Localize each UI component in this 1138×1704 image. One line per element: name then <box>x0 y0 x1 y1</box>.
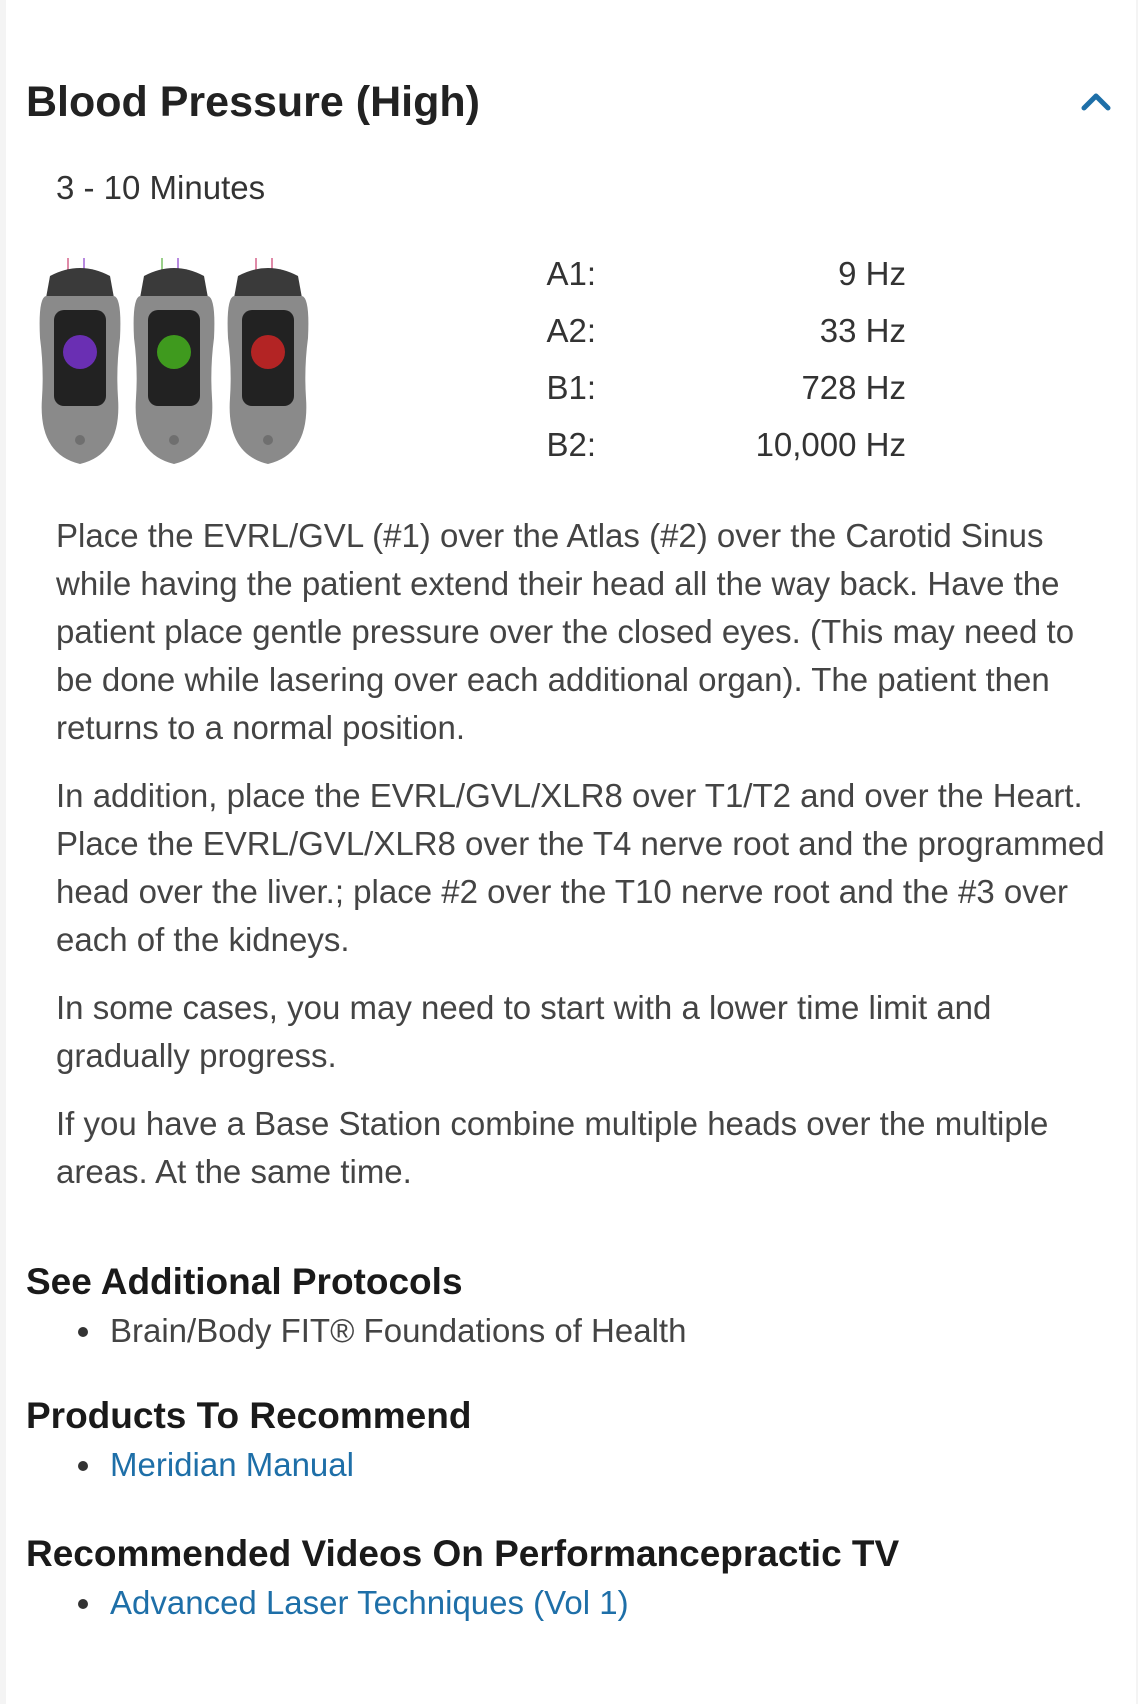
additional-protocols-heading: See Additional Protocols <box>26 1261 463 1302</box>
frequency-label: B1: <box>546 369 596 406</box>
instruction-paragraph: If you have a Base Station combine multiple heads over the multiple areas. At the same time. <box>56 1105 1049 1190</box>
collapse-button[interactable] <box>1076 82 1116 122</box>
laser-device-2 <box>130 258 218 468</box>
laser-devices-image <box>36 258 336 468</box>
products-heading: Products To Recommend <box>26 1395 472 1436</box>
device-3-led <box>251 335 285 369</box>
frequency-row <box>526 309 926 366</box>
bullet-icon <box>78 1327 88 1337</box>
frequency-label: A1: <box>546 255 596 292</box>
frequency-value: 728 Hz <box>801 369 906 406</box>
frequency-value: 33 Hz <box>819 312 906 349</box>
laser-device-1 <box>36 258 124 468</box>
protocol-page <box>6 0 1136 1704</box>
frequency-label: A2: <box>546 312 596 349</box>
frequency-label: B2: <box>546 426 596 463</box>
instruction-paragraph: In addition, place the EVRL/GVL/XLR8 over T1/T2 and over the Heart. Place the EVRL/GVL/XLR8 over the T4 nerve root and the programmed head over the liver.; place #2 over the T10 nerve root and the #3 over each of the kidneys. <box>56 777 1105 958</box>
frequency-table <box>526 252 926 480</box>
product-link-meridian-manual[interactable]: Meridian Manual <box>110 1446 354 1483</box>
videos-list <box>26 1580 1106 1626</box>
accordion-header[interactable] <box>26 72 1116 132</box>
frequency-value: 10,000 Hz <box>755 426 906 463</box>
accordion-title[interactable]: Blood Pressure (High) <box>26 78 480 126</box>
products-section <box>26 1392 1106 1488</box>
frequency-row <box>526 423 926 480</box>
list-item-text: Brain/Body FIT® Foundations of Health <box>110 1312 687 1349</box>
additional-protocols-list <box>26 1308 1106 1354</box>
device-1-led <box>63 335 97 369</box>
list-item <box>26 1308 1106 1354</box>
videos-heading: Recommended Videos On Performancepractic TV <box>26 1533 900 1574</box>
frequency-value: 9 Hz <box>838 255 906 292</box>
bullet-icon <box>78 1461 88 1471</box>
laser-device-3 <box>224 258 312 468</box>
treatment-duration: 3 - 10 Minutes <box>56 169 266 206</box>
list-item <box>26 1442 1106 1488</box>
instruction-paragraph: In some cases, you may need to start with a lower time limit and gradually progress. <box>56 989 992 1074</box>
videos-section <box>26 1530 1106 1626</box>
chevron-up-icon[interactable] <box>1076 82 1116 122</box>
frequency-row <box>526 366 926 423</box>
frequency-row <box>526 252 926 309</box>
protocol-instructions <box>56 512 1116 1216</box>
products-list <box>26 1442 1106 1488</box>
instruction-paragraph: Place the EVRL/GVL (#1) over the Atlas (#2) over the Carotid Sinus while having the patient extend their head all the way back. Have the patient place gentle pressure over the closed eyes. (This may need to be done while lasering over each additional organ). The patient then returns to a normal position. <box>56 517 1075 746</box>
video-link-advanced-laser-techniques[interactable]: Advanced Laser Techniques (Vol 1) <box>110 1584 629 1621</box>
list-item <box>26 1580 1106 1626</box>
device-2-led <box>157 335 191 369</box>
additional-protocols-section <box>26 1258 1106 1354</box>
bullet-icon <box>78 1599 88 1609</box>
